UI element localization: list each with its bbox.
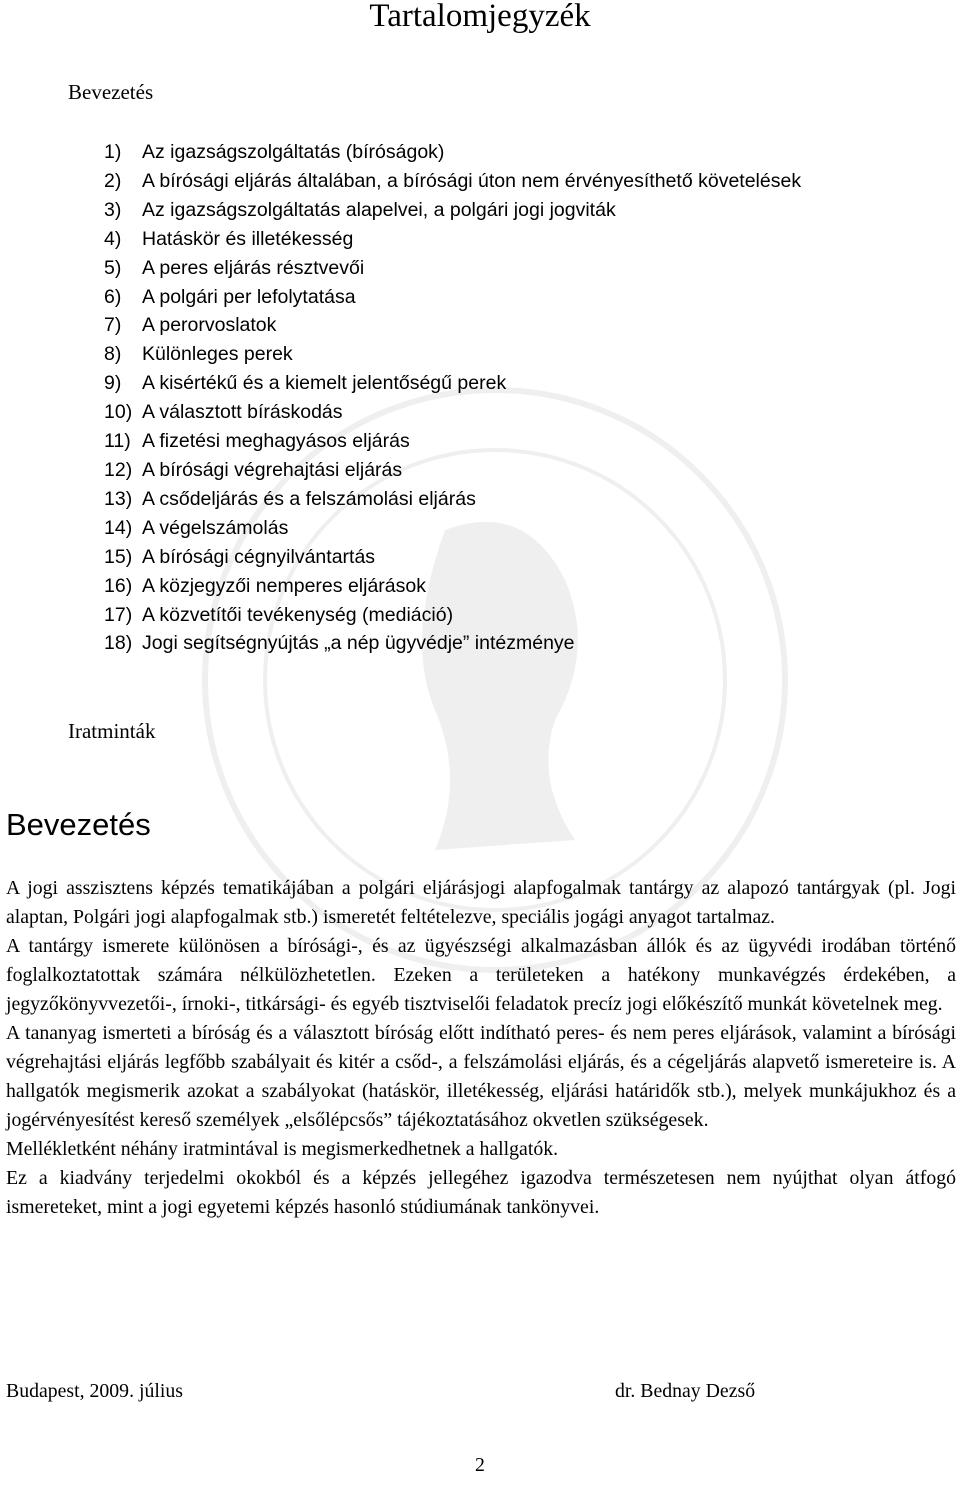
toc-item-text: A peres eljárás résztvevői: [142, 256, 365, 279]
intro-body: [6, 874, 956, 1222]
toc-item-text: A végelszámolás: [142, 516, 289, 539]
toc-item-number: 5): [104, 256, 122, 279]
toc-item-text: A közvetítői tevékenység (mediáció): [142, 603, 454, 626]
toc-item-text: A kisértékű és a kiemelt jelentőségű perek: [142, 372, 507, 395]
toc-list: [104, 138, 824, 658]
toc-item-number: 16): [104, 574, 133, 597]
page-title: Tartalomjegyzék: [369, 0, 591, 34]
toc-item-number: 8): [104, 343, 122, 366]
toc-item-number: 11): [104, 430, 131, 453]
toc-item: [104, 311, 824, 340]
toc-item-number: 15): [104, 545, 133, 568]
toc-item: [104, 485, 824, 514]
toc-item: [104, 340, 824, 369]
toc-item: [104, 167, 824, 196]
toc-item-number: 2): [104, 169, 122, 192]
toc-item: [104, 601, 824, 630]
toc-item: [104, 572, 824, 601]
toc-item-number: 9): [104, 372, 122, 395]
toc-item: [104, 225, 824, 254]
intro-paragraph: A tantárgy ismerete különösen a bírósági-, és az ügyészségi alkalmazásban állók és az ügyvédi irodában történő foglalkoztatottak számára nélkülözhetetlen. Ezeken a területeken a hatékony munkavégzés érdekében, a jegyzőkönyvvezetői-, írnoki-, titkársági- és egyéb tisztviselői feladatok precíz jogi előkészítő munkát követelnek meg.: [6, 935, 956, 1015]
toc-item: [104, 283, 824, 312]
intro-paragraph: Ez a kiadvány terjedelmi okokból és a képzés jellegéhez igazodva természetesen nem nyújthat olyan átfogó ismereteket, mint a jogi egyetemi képzés hasonló stúdiumának tankönyvei.: [6, 1167, 956, 1218]
toc-item-number: 18): [104, 632, 133, 655]
toc-item: [104, 196, 824, 225]
toc-item-number: 14): [104, 516, 133, 539]
toc-item: [104, 514, 824, 543]
intro-paragraph: Mellékletként néhány iratmintával is megismerkedhetnek a hallgatók.: [6, 1138, 559, 1160]
toc-item-number: 1): [104, 141, 122, 163]
toc-intro-label: Bevezetés: [68, 80, 154, 104]
toc-appendix-label: Iratminták: [68, 719, 156, 743]
toc-item-number: 7): [104, 314, 122, 337]
toc-item-text: A polgári per lefolytatása: [142, 285, 356, 308]
toc-item-number: 13): [104, 487, 133, 510]
toc-item-number: 10): [104, 401, 133, 424]
toc-item-number: 6): [104, 285, 122, 308]
toc-item-number: 3): [104, 198, 122, 221]
toc-item-number: 4): [104, 227, 122, 250]
toc-item-text: A bírósági végrehajtási eljárás: [142, 458, 403, 481]
toc-item-text: Az igazságszolgáltatás (bíróságok): [142, 141, 445, 163]
page-number: 2: [475, 1454, 485, 1476]
toc-item-text: Jogi segítségnyújtás „a nép ügyvédje” intézménye: [142, 632, 575, 655]
toc-item: [104, 629, 824, 658]
toc-item: [104, 398, 824, 427]
toc-item-text: Az igazságszolgáltatás alapelvei, a polgári jogi jogviták: [142, 198, 616, 221]
toc-item-text: Hatáskör és illetékesség: [142, 227, 354, 250]
toc-item-text: A közjegyzői nemperes eljárások: [142, 574, 426, 597]
toc-item-text: A csődeljárás és a felszámolási eljárás: [142, 487, 476, 510]
toc-item: [104, 427, 824, 456]
toc-item: [104, 369, 824, 398]
toc-item-text: A bírósági cégnyilvántartás: [142, 545, 376, 568]
toc-item: [104, 254, 824, 283]
toc-item-text: A bírósági eljárás általában, a bírósági úton nem érvényesíthető követelések: [142, 169, 802, 192]
toc-item-text: A perorvoslatok: [142, 314, 277, 337]
place-date: Budapest, 2009. július: [6, 1380, 183, 1402]
toc-item-text: A fizetési meghagyásos eljárás: [142, 430, 410, 453]
intro-paragraph: A tananyag ismerteti a bíróság és a választott bíróság előtt indítható peres- és nem peres eljárások, valamint a bírósági végrehajtási eljárás legfőbb szabályait és kitér a csőd-, a felszámolási eljárás, és a cégeljárás alapvető ismereteire is. A hallgatók megismerik azokat a szabályokat (hatáskör, illetékesség, eljárási határidők stb.), melyek munkájukhoz és a jogérvényesítést kereső személyek „elsőlépcsős” tájékoztatásához okvetlen szükségesek.: [6, 1022, 956, 1131]
toc-item-text: Különleges perek: [142, 343, 293, 366]
toc-item-number: 17): [104, 603, 133, 626]
intro-paragraph: A jogi asszisztens képzés tematikájában a polgári eljárásjogi alapfogalmak tantárgy az alapozó tantárgyak (pl. Jogi alaptan, Polgári jogi alapfogalmak stb.) ismeretét feltételezve, speciális jogági anyagot tartalmaz.: [6, 877, 956, 928]
toc-item-text: A választott bíráskodás: [142, 401, 343, 424]
toc-item-number: 12): [104, 458, 133, 481]
toc-item: [104, 543, 824, 572]
toc-item: [104, 138, 824, 167]
author-signature: dr. Bednay Dezső: [615, 1380, 756, 1402]
section-title-intro: Bevezetés: [6, 807, 151, 842]
toc-item: [104, 456, 824, 485]
